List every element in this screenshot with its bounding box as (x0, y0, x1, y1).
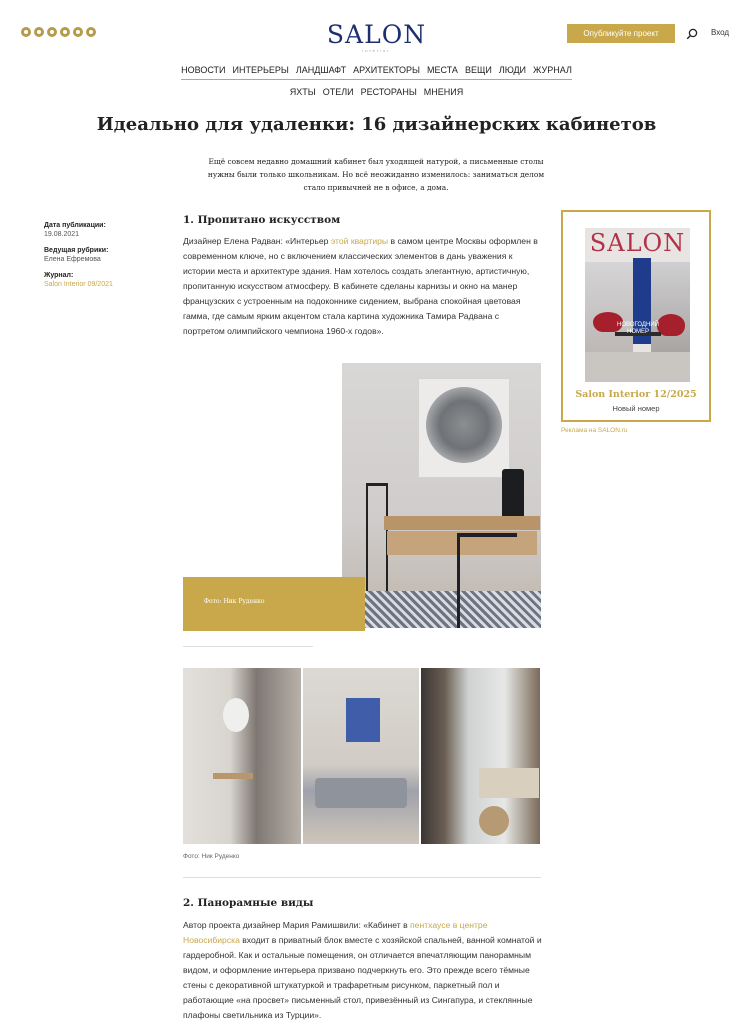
cover-room (651, 262, 690, 352)
nav-item-yachts[interactable]: ЯХТЫ (289, 87, 316, 97)
section-2-text (183, 918, 543, 1023)
section-2-text-after: входит в приватный блок вместе с хозяйской спальней, ванной комнатой и гардеробной. Как и остальные помещения, он отличается впечатляющим панорамным видом, и оформление интерьера призвано подчеркнуть его. Это прежде всего тёмные стены с декоративной штукатуркой и трафаретным рисунком, паркетный пол и работающие «на просвет» письменный стол, привезённый из Сингапура, и стеклянные плафоны светильника из Турции». (183, 935, 542, 1020)
gallery-photo-1[interactable] (183, 668, 301, 844)
primary-nav (0, 65, 753, 80)
nav-item-places[interactable]: МЕСТА (427, 65, 458, 75)
logo-wordmark[interactable]: SALON (326, 20, 427, 49)
publish-project-button[interactable]: Опубликуйте проект (567, 24, 675, 43)
cover-stamp: НОВОГОДНИЙ НОМЕР (617, 322, 659, 335)
section-1-text (183, 234, 543, 339)
published-label: Дата публикации: (44, 222, 106, 229)
article-photo-study[interactable] (342, 363, 541, 628)
nav-item-architects[interactable]: АРХИТЕКТОРЫ (353, 65, 421, 75)
nav-item-news[interactable]: НОВОСТИ (181, 65, 226, 75)
journal-link[interactable]: Salon Interior 09/2021 (44, 281, 113, 288)
photo-desk (384, 516, 540, 530)
photo-portrait (346, 698, 380, 742)
magazine-ad[interactable] (561, 210, 711, 422)
section-2-heading: 2. Панорамные виды (183, 897, 314, 909)
issue-title[interactable]: Salon Interior 12/2025 (575, 389, 697, 400)
section-1-link[interactable]: этой квартиры (330, 236, 389, 246)
login-link[interactable]: Вход (711, 28, 730, 37)
photo-stand (366, 483, 388, 603)
published-date: 19.08.2021 (44, 231, 80, 238)
secondary-nav (0, 87, 753, 97)
search-icon[interactable] (686, 27, 698, 39)
nav-item-opinions[interactable]: МНЕНИЯ (423, 87, 464, 97)
gallery-photo-2[interactable] (303, 668, 419, 844)
journal-label: Журнал: (44, 272, 74, 279)
gallery-credit: Фото: Ник Руденко (183, 853, 240, 860)
issue-subtitle: Новый номер (612, 404, 660, 413)
nav-item-things[interactable]: ВЕЩИ (464, 65, 492, 75)
section-divider (183, 877, 541, 878)
host-name: Елена Ефремова (44, 256, 101, 263)
photo-caption: Фото: Ник Руденко (204, 598, 265, 605)
cover-logo: SALON (589, 229, 686, 257)
photo-desk (213, 773, 253, 779)
cover-wall (585, 262, 633, 352)
section-1-text-after: в самом центре Москвы оформлен в современном ключе, но с включением классических элементов в дань уважения к истории места и архитектуре здания. Нам хотелось создать элегантную, артистичную, пропитанную искусством атмосферу. В кабинете сделаны карнизы и окно на манер французских с устроенным на подоконнике сидением, выбрана спокойная цветовая гамма, где самым ярким акцентом стала картина художника Тамира Радвана с портретом олимпийского чемпиона 1960-х годов». (183, 236, 538, 336)
photo-mirror (223, 698, 249, 732)
nav-item-journal[interactable]: ЖУРНАЛ (533, 65, 572, 75)
nav-item-restaurants[interactable]: РЕСТОРАНЫ (360, 87, 417, 97)
section-1-text-before: Дизайнер Елена Радван: «Интерьер (183, 236, 331, 246)
magazine-cover[interactable] (585, 228, 690, 382)
photo-sofa (315, 778, 407, 808)
photo-caption-box (183, 577, 365, 631)
section-1-heading: 1. Пропитано искусством (183, 214, 341, 226)
cover-floor (585, 352, 690, 382)
ad-label[interactable]: Реклама на SALON.ru (561, 427, 628, 434)
article-meta (44, 221, 154, 296)
logo-subtitle: interior (362, 48, 391, 53)
host-label: Ведущая рубрики: (44, 247, 109, 254)
nav-item-people[interactable]: ЛЮДИ (498, 65, 527, 75)
section-2-link[interactable]: пентхаусе в центре Новосибирска (183, 920, 488, 945)
section-2-text-before: Автор проекта дизайнер Мария Рамишвили: «Кабинет в (183, 920, 411, 930)
photo-window-seat (479, 768, 539, 798)
article-title: Идеально для удаленки: 16 дизайнерских кабинетов (96, 114, 657, 135)
nav-item-hotels[interactable]: ОТЕЛИ (322, 87, 354, 97)
photo-plate (426, 387, 502, 463)
gallery-photo-3[interactable] (421, 668, 540, 844)
photo-vase (502, 469, 524, 519)
nav-item-landscape[interactable]: ЛАНДШАФТ (295, 65, 347, 75)
photo-side-table (479, 806, 509, 836)
divider (183, 646, 313, 647)
nav-item-interiors[interactable]: ИНТЕРЬЕРЫ (232, 65, 289, 75)
article-lead: Ещё совсем недавно домашний кабинет был уходящей натурой, а письменные столы нужны были только школьникам. Но всё неожиданно изменилось: заниматься делом стало привычней не в офисе, а дома. (207, 157, 545, 192)
photo-chair (457, 533, 517, 628)
